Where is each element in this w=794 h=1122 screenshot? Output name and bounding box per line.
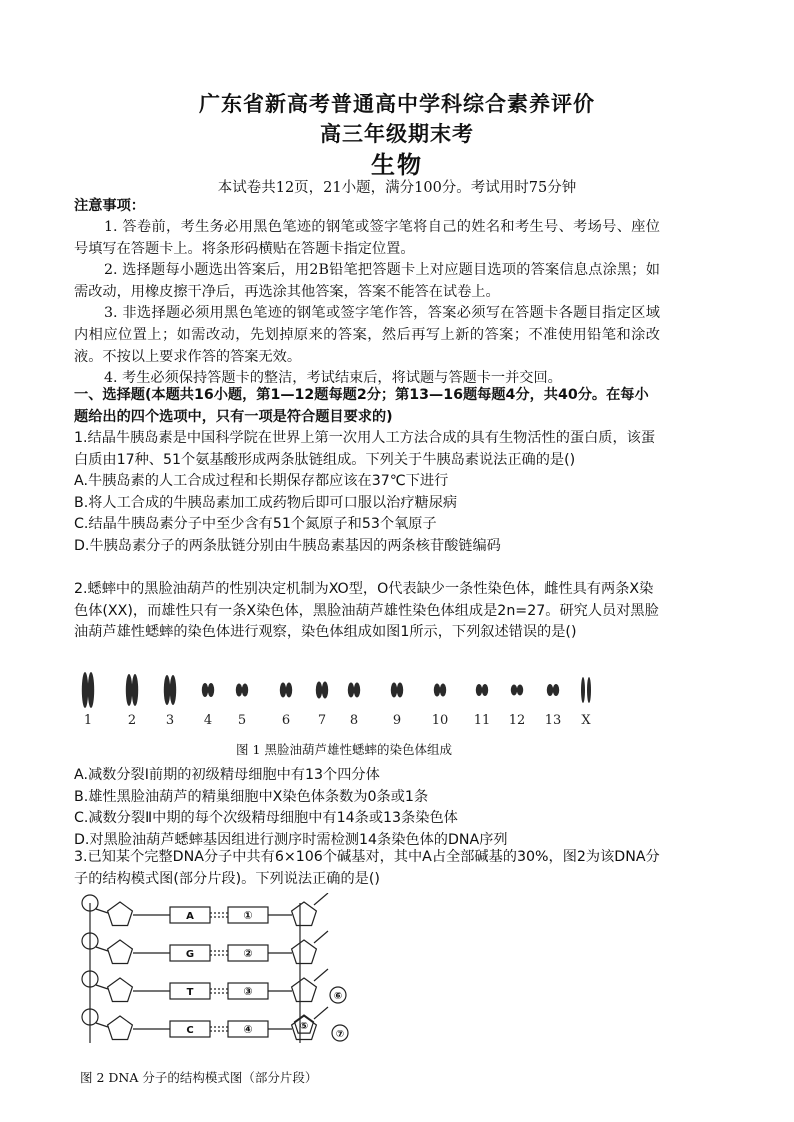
option-a: A.减数分裂Ⅰ前期的初级精母细胞中有13个四分体 — [74, 767, 380, 783]
option-b: B.将人工合成的牛胰岛素加工成药物后即可口服以治疗糖尿病 — [74, 494, 458, 511]
option-b: B.雄性黑脸油葫芦的精巢细胞中X染色体条数为0条或1条 — [74, 788, 429, 805]
chromosome-label: 7 — [317, 713, 327, 728]
chromosome-label: X — [581, 713, 591, 728]
exam-title: 广东省新高考普通高中学科综合素养评价 — [199, 91, 595, 116]
question-2-options — [74, 765, 660, 851]
base-label: C — [186, 1025, 194, 1036]
deoxyribose-pentagon — [292, 902, 317, 926]
question-3 — [74, 847, 660, 890]
question-2 — [74, 579, 660, 644]
chromosome-label: 2 — [127, 713, 137, 728]
chromosome-X — [581, 677, 591, 703]
option-a: A.牛胰岛素的人工合成过程和长期保存都应该在37℃下进行 — [74, 473, 449, 490]
deoxyribose-pentagon — [108, 902, 133, 926]
question-stem: 1.结晶牛胰岛素是中国科学院在世界上第一次用人工方法合成的具有生物活性的蛋白质，该蛋白质由17种、51个氨基酸形成两条肽链组成。下列关于牛胰岛素说法正确的是() — [74, 430, 656, 468]
exam-info: 本试卷共12页，21小题，满分100分。考试用时75分钟 — [217, 180, 577, 196]
deoxyribose-pentagon — [108, 1016, 133, 1040]
chromosome-label: 12 — [508, 713, 526, 728]
chromosome-10 — [434, 684, 446, 697]
chromosome-label: 1 — [83, 713, 93, 728]
pair-label: ④ — [243, 1023, 253, 1036]
chromosome-13 — [547, 684, 559, 696]
chromosome-2 — [126, 674, 138, 706]
section-heading: 一、选择题(本题共16小题，第1—12题每题2分；第13—16题每题4分，共40分。在每小题给出的四个选项中，只有一项是符合题目要求的) — [74, 387, 649, 425]
chromosome-6 — [280, 683, 292, 698]
pair-label: ① — [243, 909, 253, 922]
base-label: A — [186, 911, 194, 922]
deoxyribose-pentagon — [108, 978, 133, 1002]
deoxyribose-pentagon — [292, 940, 317, 964]
chromosome-11 — [476, 684, 488, 696]
notice-item: 1. 答卷前，考生务必用黑色笔迹的钢笔或签字笔将自己的姓名和考生号、考场号、座位号填写在答题卡上。将条形码横贴在答题卡指定位置。 — [74, 219, 660, 257]
chromosome-label: 3 — [165, 713, 175, 728]
deoxyribose-pentagon — [292, 978, 317, 1002]
notice-list — [74, 217, 660, 390]
base-label: G — [185, 949, 195, 960]
chromosome-label: 5 — [237, 713, 247, 728]
figure-2-caption: 图 2 DNA 分子的结构模式图（部分片段） — [80, 1070, 318, 1085]
chromosome-label: 10 — [431, 713, 449, 728]
chromosome-3 — [164, 675, 176, 705]
chromosome-9 — [391, 683, 403, 698]
dna-structure-figure — [74, 893, 374, 1063]
chromosome-label: 8 — [349, 713, 359, 728]
deoxyribose-pentagon — [108, 940, 133, 964]
notice-heading: 注意事项： — [74, 198, 145, 214]
question-stem: 2.蟋蟀中的黑脸油葫芦的性别决定机制为XO型，O代表缺少一条性染色体，雌性具有两条X染色体(XX)，而雄性只有一条X染色体，黑脸油葫芦雄性染色体组成是2n=27。研究人员对黑脸油葫芦雄性蟋蟀的染色体进行观察，染色体组成如图1所示，下列叙述错误的是() — [74, 581, 659, 641]
chromosome-8 — [348, 683, 360, 698]
chromosome-12 — [511, 685, 523, 696]
option-d: D.对黑脸油葫芦蟋蟀基因组进行测序时需检测14条染色体的DNA序列 — [74, 831, 508, 848]
exam-subtitle: 高三年级期末考 — [320, 121, 474, 146]
label-7: ⑦ — [335, 1029, 345, 1040]
notice-item: 2. 选择题每小题选出答案后，用2B铅笔把答题卡上对应题目选项的答案信息点涂黑；如需改动，用橡皮擦干净后，再选涂其他答案，答案不能答在试卷上。 — [74, 262, 660, 300]
question-stem: 3.已知某个完整DNA分子中共有6×106个碱基对，其中A占全部碱基的30%，图2为该DNA分子的结构模式图(部分片段)。下列说法正确的是() — [74, 849, 660, 887]
chromosome-label: 6 — [281, 713, 291, 728]
question-1 — [74, 428, 660, 558]
label-6: ⑥ — [333, 991, 343, 1002]
chromosome-5 — [236, 684, 248, 697]
pair-label: ② — [243, 947, 253, 960]
option-c: C.减数分裂Ⅱ中期的每个次级精母细胞中有14条或13条染色体 — [74, 810, 458, 827]
chromosome-4 — [202, 683, 214, 697]
option-d: D.牛胰岛素分子的两条肽链分别由牛胰岛素基因的两条核苷酸链编码 — [74, 537, 501, 554]
option-c: C.结晶牛胰岛素分子中至少含有51个氮原子和53个氧原子 — [74, 516, 437, 533]
chromosome-label: 4 — [203, 713, 213, 728]
chromosome-7 — [316, 682, 328, 699]
base-label: T — [186, 987, 194, 998]
chromosome-label: 13 — [544, 713, 562, 728]
label-5: ⑤ — [299, 1021, 309, 1032]
chromosome-1 — [82, 672, 94, 708]
figure-1-caption: 图 1 黑脸油葫芦雄性蟋蟀的染色体组成 — [236, 742, 452, 757]
notice-item: 3. 非选择题必须用黑色笔迹的钢笔或签字笔作答，答案必须写在答题卡各题目指定区域内相应位置上；如需改动，先划掉原来的答案，然后再写上新的答案；不准使用铅笔和涂改液。不按以上要求作答的答案无效。 — [74, 305, 660, 365]
subject-title: 生物 — [371, 150, 423, 179]
pair-label: ③ — [243, 985, 253, 998]
chromosome-label: 11 — [473, 713, 491, 728]
chromosome-label: 9 — [392, 713, 402, 728]
notice-item: 4. 考生必须保持答题卡的整洁，考试结束后，将试题与答题卡一并交回。 — [104, 370, 562, 387]
